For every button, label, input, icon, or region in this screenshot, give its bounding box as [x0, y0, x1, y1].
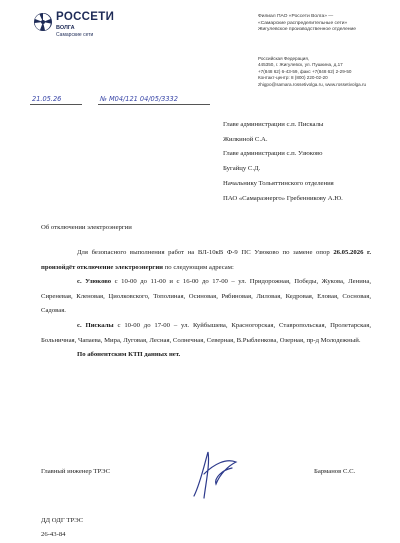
date-underline: [30, 104, 82, 105]
address-line: Российская Федерация,: [258, 56, 310, 61]
number-underline: [98, 104, 210, 105]
recipient-line: Начальнику Тольяттинского отделения: [223, 179, 334, 187]
recipient-line: Бугайцу С.Д.: [223, 165, 261, 173]
village-piskaly: с. Пискалы: [77, 321, 114, 329]
ktp-note: [41, 348, 371, 363]
branch-address: [258, 56, 398, 88]
intro-text: Для безопасного выполнения работ на ВЛ-10кВ Ф-9 ПС Узюково по замене опор: [77, 249, 334, 256]
address-line: +7(848 62) 6-43-59, факс +7(848 62) 2-29-50: [258, 68, 352, 74]
address-line: zhigpo@samara.rossetivolga.ru, www.rossetivolga.ru: [258, 81, 367, 87]
recipients-block: [223, 118, 343, 206]
recipient-line: Жилкиной С.А.: [223, 135, 268, 143]
uzyukovo-paragraph: [41, 275, 371, 319]
intro-paragraph: [41, 246, 371, 275]
branch-line: «Самарские распределительные сети»: [258, 20, 348, 26]
signatory-name: Барманов С.С.: [314, 468, 356, 475]
recipient-line: Главе администрации с.п. Узюково: [223, 150, 323, 158]
village-uzyukovo: с. Узюково: [77, 278, 112, 286]
outage-date-text: 26.05.2026 г. произойдёт отключение электроэнергии: [41, 249, 372, 271]
piskaly-streets: с 10-00 до 17-00 – ул. Куйбышева, Красногорская, Ставропольская, Пролетарская, Больничная, Чапаева, Мира, Луговая, Лесная, Солнечная, Северная, В.Рыбленкова, Озерная, пр-д Молодежный.: [41, 321, 372, 344]
executor-dept: ДД ОДГ ТРЭС: [41, 517, 84, 524]
address-line: Контакт-центр: 8 (800) 220-02-20: [258, 75, 328, 81]
brand-name: РОССЕТИ: [56, 11, 115, 23]
piskaly-paragraph: [41, 319, 371, 348]
company-logo: [33, 9, 143, 49]
uzyukovo-streets: с 10-00 до 11-00 и с 16-00 до 17-00 – ул. Придорожная, Победы, Жукова, Ленина, Сиреневая, Кленовая, Циолковского, Тополиная, Осиновая, Рябиновая, Лиловая, Кедровая, Еловая, Сосновая, Садовая.: [41, 278, 371, 315]
ktp-note-text: По абонентским КТП данных нет.: [77, 351, 181, 359]
rosseti-emblem-icon: [33, 12, 53, 32]
branch-line: Филиал ПАО «Россети Волга» —: [258, 14, 334, 19]
recipient-line: Главе администрации с.п. Пискалы: [223, 121, 324, 128]
outgoing-date: 21.05.26: [32, 95, 62, 103]
intro-tail: по следующим адресам:: [163, 263, 234, 271]
outgoing-number: № М04/121 04/05/3332: [100, 95, 178, 103]
signatory-role: Главный инженер ТРЭС: [41, 468, 111, 475]
handwritten-signature: [186, 444, 246, 504]
brand-region: ВОЛГА: [56, 25, 75, 31]
branch-line: Жигулевское производственное отделение: [258, 27, 356, 33]
branch-info: [258, 14, 398, 34]
letter-subject: Об отключении электроэнергии: [41, 224, 132, 231]
recipient-line: ПАО «Самараэнерго» Гребенникову А.Ю.: [223, 194, 343, 202]
executor-phone: 26-43-84: [41, 531, 66, 538]
letter-body: [41, 246, 371, 363]
address-line: 445350, г. Жигулевск, ул. Пушкина, д.17: [258, 62, 343, 68]
brand-subtitle: Самарские сети: [56, 32, 94, 38]
